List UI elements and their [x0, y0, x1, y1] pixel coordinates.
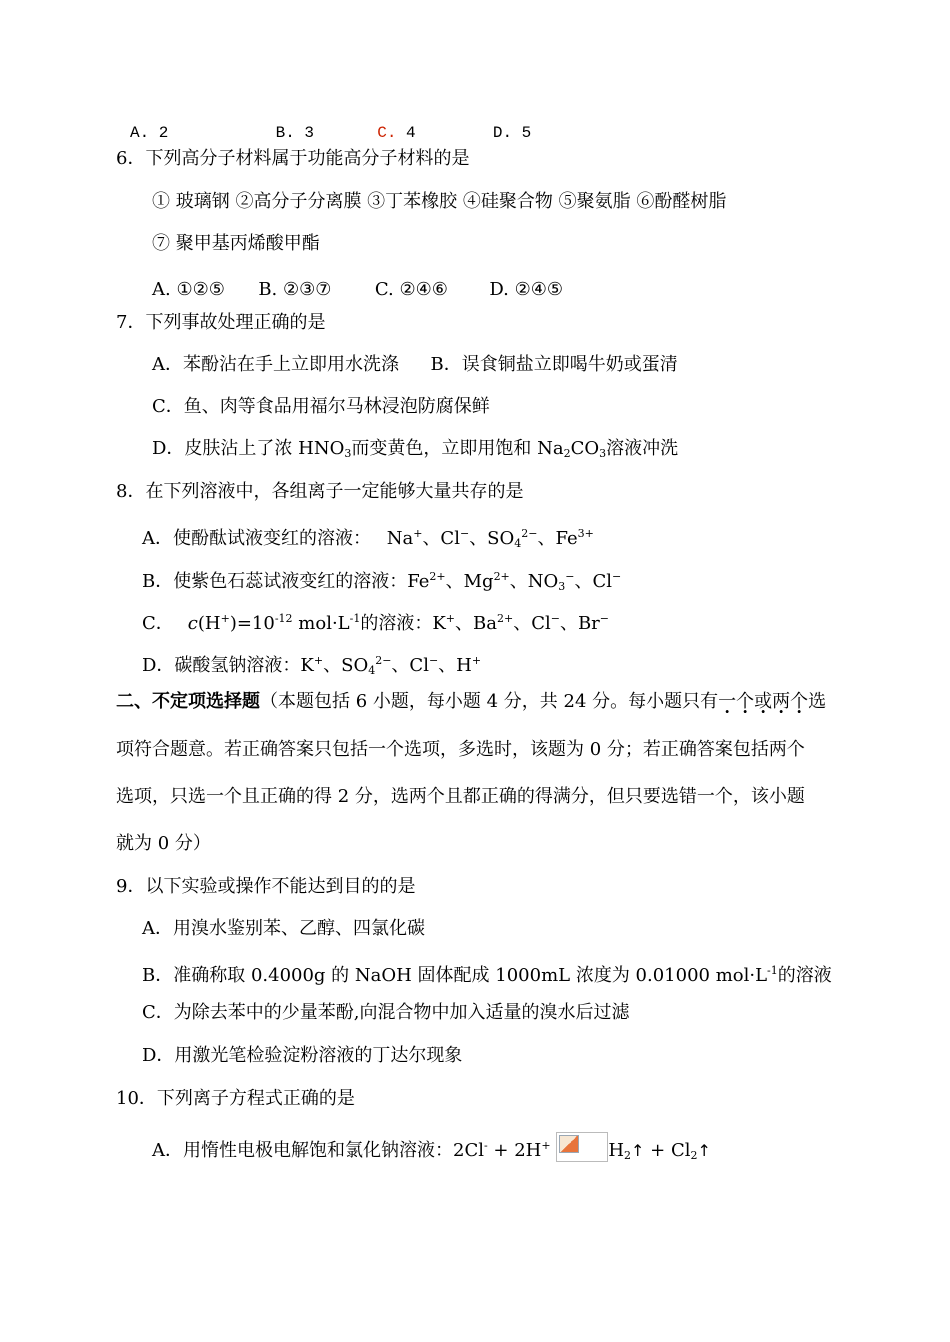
- q7-option-d-sub1: 3: [344, 447, 352, 460]
- q9-option-b-text-end: 的溶液: [777, 965, 832, 986]
- q8-option-b-text: B．使紫色石蕊试液变红的溶液：Fe: [142, 571, 430, 592]
- formula-sup: −: [428, 654, 439, 667]
- formula-sup: +: [471, 654, 482, 667]
- formula-sup: −: [550, 612, 560, 625]
- q9-option-b-sup: -1: [767, 964, 778, 977]
- ion-charge: +: [413, 527, 423, 540]
- section2-intro-1: （本题包括 6 小题，每小题 4 分，共 24 分。每小题只有: [260, 691, 719, 712]
- q7-stem: 7．下列事故处理正确的是: [116, 312, 326, 333]
- formula-part: 、SO: [323, 655, 369, 676]
- formula-sup: +: [313, 654, 324, 667]
- emphasis-char: 个: [790, 691, 809, 712]
- formula-part: 、Ba: [455, 613, 497, 634]
- q5-option-d: D. 5: [492, 124, 532, 142]
- q10-option-a: [152, 1132, 711, 1168]
- q8-option-b: [142, 565, 621, 599]
- formula-part: 、Br: [559, 613, 600, 634]
- q10-stem: 10．下列离子方程式正确的是: [116, 1088, 355, 1109]
- ion: 、Fe: [537, 528, 578, 549]
- q7-option-d-sub2: 2: [563, 447, 571, 460]
- ion-charge: −: [612, 570, 622, 583]
- formula-sup: −: [599, 612, 610, 625]
- gas-arrow-icon: ↑: [697, 1141, 711, 1160]
- q9-option-b: [142, 959, 832, 988]
- formula-sup: +: [220, 612, 230, 625]
- concentration-symbol: c: [187, 613, 198, 634]
- q9-option-c: C．为除去苯中的少量苯酚,向混合物中加入适量的溴水后过滤: [142, 1002, 630, 1023]
- q5-option-b: B. 3: [275, 124, 315, 142]
- ion: 、Cl: [574, 571, 613, 592]
- section2-title: 二、不定项选择题: [116, 691, 260, 712]
- q8-option-a: [142, 522, 594, 556]
- q7-options-ab: [152, 353, 678, 377]
- ion-subscript: 3: [558, 580, 566, 593]
- section2-intro-3: 选项，只选一个且正确的得 2 分，选两个且都正确的得满分，但只要选错一个，该小题: [116, 786, 805, 807]
- formula-part: D．碳酸氢钠溶液：K: [142, 655, 314, 676]
- q5-options-row: [130, 121, 531, 145]
- q9-option-b-text: B．准确称取 0.4000g 的 NaOH 固体配成 1000mL 浓度为 0.01000 mol·L: [142, 965, 768, 986]
- formula-sup: -12: [274, 612, 293, 625]
- q9-stem: 9．以下实验或操作不能达到目的的是: [116, 876, 416, 897]
- formula-sup: -: [483, 1139, 488, 1152]
- q8-option-c: [142, 607, 609, 636]
- q9-option-a: A．用溴水鉴别苯、乙醇、四氯化碳: [142, 918, 425, 939]
- section2-line1: [116, 690, 826, 714]
- q6-option-b: B. ②③⑦: [258, 279, 332, 300]
- formula-part: 、Cl: [391, 655, 429, 676]
- formula-sup: 2+: [496, 612, 514, 625]
- formula-part: 、H: [438, 655, 472, 676]
- q5-option-a: A. 2: [130, 124, 169, 142]
- q7-option-d-text3: CO: [570, 438, 600, 459]
- q6-options-row: [152, 278, 563, 302]
- ion: 、NO: [509, 571, 559, 592]
- ion-charge: 2−: [521, 527, 538, 540]
- q7-option-d: [152, 437, 678, 466]
- q8-option-c-label: C．: [142, 613, 174, 634]
- formula-sup: -1: [349, 612, 361, 625]
- q6-option-d: D. ②④⑤: [489, 279, 563, 300]
- formula-sup: +: [445, 612, 456, 625]
- ion-subscript: 4: [514, 537, 522, 550]
- ion: Na: [386, 528, 414, 549]
- q8-stem: 8．在下列溶液中，各组离子一定能够大量共存的是: [116, 481, 524, 502]
- formula-part: + 2H: [487, 1140, 542, 1161]
- formula-part: (H: [197, 613, 221, 634]
- q6-stem: 6．下列高分子材料属于功能高分子材料的是: [116, 148, 470, 169]
- q7-option-d-text1: D．皮肤沾上了浓 HNO: [152, 438, 345, 459]
- ion-charge: −: [459, 527, 470, 540]
- q5-option-c-label: C.: [377, 124, 397, 142]
- q7-option-a: A．苯酚沾在手上立即用水洗涤: [152, 354, 399, 375]
- q8-option-a-text: A．使酚酞试液变红的溶液：: [142, 528, 371, 549]
- formula-part: 的溶液：K: [360, 613, 446, 634]
- section2-intro-1-end: 选: [808, 691, 827, 712]
- q7-option-d-text2: 而变黄色，立即用饱和 Na: [351, 438, 564, 459]
- emphasis-char: 或: [754, 691, 773, 712]
- emphasis-char: 一: [718, 691, 737, 712]
- ion: 、Cl: [422, 528, 460, 549]
- formula-sub: 2: [624, 1149, 632, 1162]
- q7-option-c: C．鱼、肉等食品用福尔马林浸泡防腐保鲜: [152, 396, 490, 417]
- emphasis-char: 个: [736, 691, 755, 712]
- ion: 、SO: [469, 528, 515, 549]
- q6-items-line2: ⑦ 聚甲基丙烯酸甲酯: [152, 233, 320, 254]
- formula-sup: +: [541, 1139, 551, 1152]
- ion: 、Mg: [445, 571, 494, 592]
- formula-part: H: [608, 1140, 625, 1161]
- section2-intro-4: 就为 0 分）: [116, 833, 211, 854]
- ion-charge: −: [565, 570, 575, 583]
- formula-sub: 2: [690, 1149, 698, 1162]
- gas-arrow-icon: ↑: [631, 1141, 645, 1160]
- emphasis-char: 两: [772, 691, 791, 712]
- formula-sup: 2−: [375, 654, 392, 667]
- ion-charge: 3+: [577, 527, 594, 540]
- formula-part: )=10: [229, 613, 275, 634]
- formula-part: + Cl: [644, 1140, 691, 1161]
- q6-option-a: A. ①②⑤: [152, 279, 225, 300]
- q6-option-c: C. ②④⑥: [374, 279, 448, 300]
- q7-option-d-sub3: 3: [599, 447, 607, 460]
- q10-option-a-text: A．用惰性电极电解饱和氯化钠溶液：2Cl: [152, 1140, 484, 1161]
- q9-option-d: D．用激光笔检验淀粉溶液的丁达尔现象: [142, 1045, 463, 1066]
- q6-items-line1: ① 玻璃钢 ②高分子分离膜 ③丁苯橡胶 ④硅聚合物 ⑤聚氨脂 ⑥酚醛树脂: [152, 191, 727, 212]
- q8-option-d: [142, 649, 481, 683]
- q7-option-d-text4: 溶液冲洗: [606, 438, 679, 459]
- formula-sub: 4: [368, 664, 376, 677]
- broken-image-icon: [556, 1132, 608, 1162]
- section2-intro-2: 项符合题意。若正确答案只包括一个选项，多选时，该题为 0 分；若正确答案包括两个: [116, 739, 805, 760]
- ion-charge: 2+: [493, 570, 510, 583]
- ion-charge: 2+: [429, 570, 446, 583]
- q7-option-b: B．误食铜盐立即喝牛奶或蛋清: [430, 354, 678, 375]
- formula-part: mol·L: [292, 613, 350, 634]
- q5-option-c-value: 4: [396, 124, 416, 142]
- formula-part: 、Cl: [513, 613, 551, 634]
